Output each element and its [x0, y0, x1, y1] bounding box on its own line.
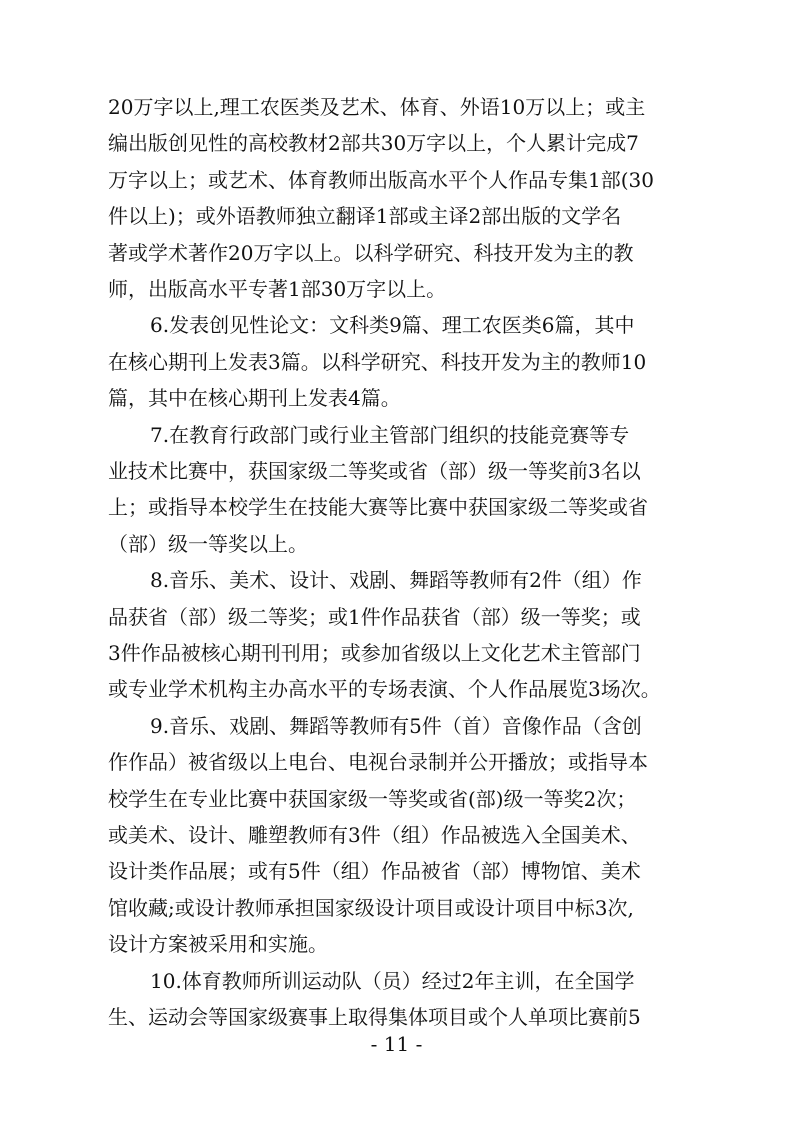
paragraph-5-line-3: 校学生在专业比赛中获国家级一等奖或省(部)级一等奖2次；: [108, 787, 637, 811]
paragraph-3-line-4: （部）级一等奖以上。: [108, 532, 308, 556]
paragraph-1-line-2: 编出版创见性的高校教材2部共30万字以上，个人累计完成7: [108, 131, 639, 155]
paragraph-5-line-2: 作作品）被省级以上电台、电视台录制并公开播放；或指导本: [108, 750, 648, 774]
paragraph-4-line-3: 3件作品被核心期刊刊用；或参加省级以上文化艺术主管部门: [108, 641, 641, 665]
paragraph-2-line-2: 在核心期刊上发表3篇。以科学研究、科技开发为主的教师10: [108, 350, 647, 374]
paragraph-1-line-3: 万字以上；或艺术、体育教师出版高水平个人作品专集1部(30: [108, 168, 654, 192]
paragraph-3-line-3: 上；或指导本校学生在技能大赛等比赛中获国家级二等奖或省: [108, 495, 648, 519]
paragraph-1-line-4: 件以上)；或外语教师独立翻译1部或主译2部出版的文学名: [108, 204, 622, 228]
paragraph-1-line-5: 著或学术著作20万字以上。以科学研究、科技开发为主的教: [108, 241, 634, 265]
paragraph-4-line-1: 8.音乐、美术、设计、戏剧、舞蹈等教师有2件（组）作: [150, 568, 642, 592]
paragraph-6-line-2: 生、运动会等国家级赛事上取得集体项目或个人单项比赛前5: [108, 1005, 641, 1029]
paragraph-5-line-7: 设计方案被采用和实施。: [108, 932, 328, 956]
paragraph-4-line-2: 品获省（部）级二等奖；或1件作品获省（部）级一等奖；或: [108, 605, 641, 629]
paragraph-5-line-4: 或美术、设计、雕塑教师有3件（组）作品被选入全国美术、: [108, 823, 641, 847]
paragraph-5-line-1: 9.音乐、戏剧、舞蹈等教师有5件（首）音像作品（含创: [150, 714, 642, 738]
page-number: - 11 -: [370, 1032, 423, 1056]
paragraph-5-line-5: 设计类作品展；或有5件（组）作品被省（部）博物馆、美术: [108, 859, 641, 883]
paragraph-4-line-4: 或专业学术机构主办高水平的专场表演、个人作品展览3场次。: [108, 677, 661, 701]
paragraph-5-line-6: 馆收藏;或设计教师承担国家级设计项目或设计项目中标3次,: [108, 896, 634, 920]
paragraph-2-line-1: 6.发表创见性论文：文科类9篇、理工农医类6篇，其中: [150, 313, 635, 337]
paragraph-3-line-2: 业技术比赛中，获国家级二等奖或省（部）级一等奖前3名以: [108, 459, 641, 483]
paragraph-3-line-1: 7.在教育行政部门或行业主管部门组织的技能竞赛等专: [150, 423, 630, 447]
paragraph-6-line-1: 10.体育教师所训运动队（员）经过2年主训，在全国学: [150, 969, 635, 993]
paragraph-2-line-3: 篇，其中在核心期刊上发表4篇。: [108, 386, 401, 410]
paragraph-1-line-6: 师，出版高水平专著1部30万字以上。: [108, 277, 447, 301]
paragraph-1-line-1: 20万字以上,理工农医类及艺术、体育、外语10万以上；或主: [108, 95, 646, 119]
